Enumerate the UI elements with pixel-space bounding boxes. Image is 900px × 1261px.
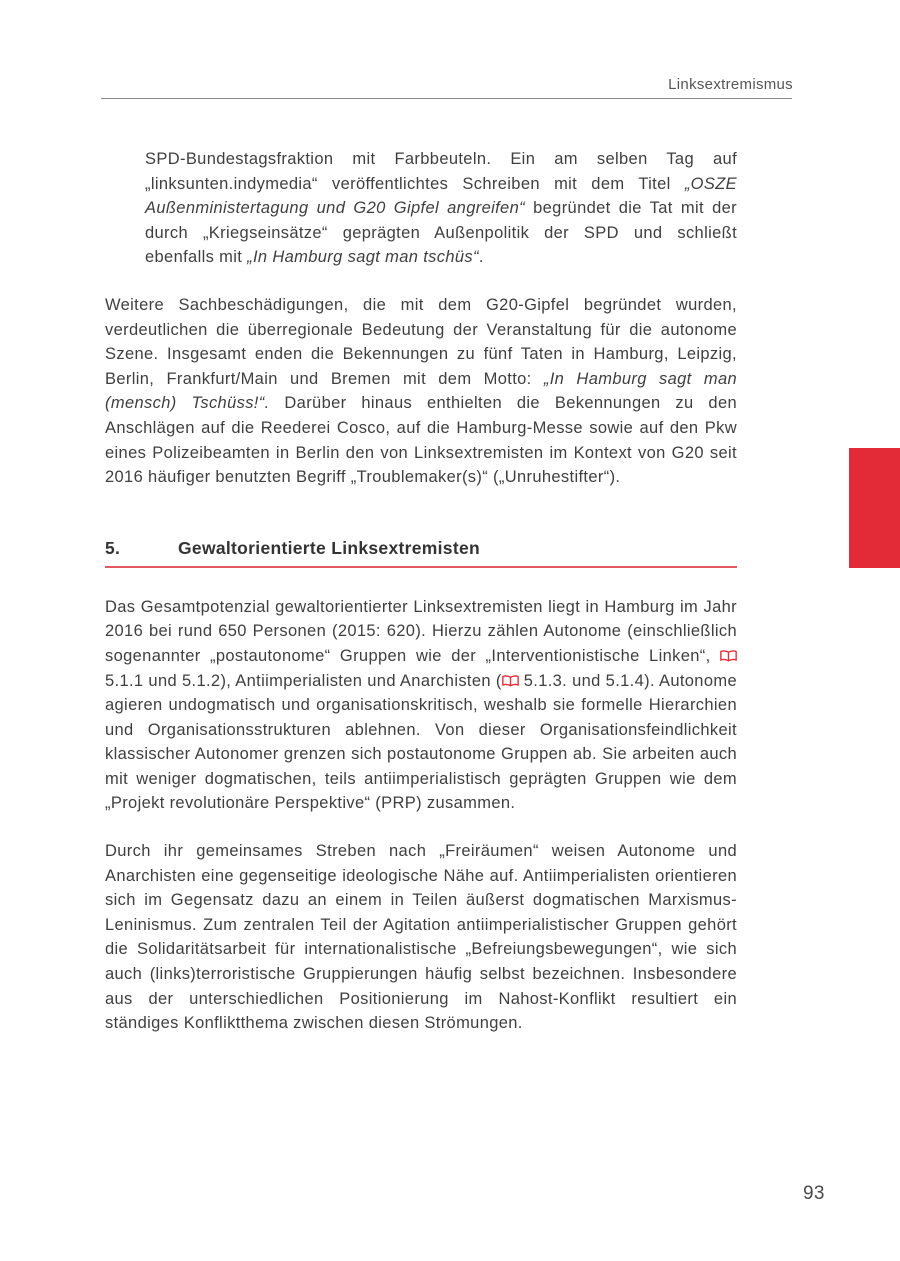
section-heading bbox=[105, 538, 737, 568]
paragraph bbox=[105, 839, 737, 1036]
text-run: 5.1.3. und 5.1.4). Autonome agieren undogmatisch und organisationskritisch, weshalb sie formelle Hierarchien und Organisationsstrukturen ablehnen. Von dieser Organisationsfeindlichkeit klassischer Autonomer grenzen sich postautonome Gruppen ab. Sie arbeiten auch mit weniger dogmatischen, teils antiimperialistisch geprägten Gruppen wie dem „Projekt revolutionäre Perspektive“ (PRP) zusammen. bbox=[105, 671, 737, 813]
book-icon bbox=[502, 675, 519, 687]
text-run: Darüber hinaus enthielten die Bekennungen zu den Anschlägen auf die Reederei Cosco, auf die Hamburg-Messe sowie auf den Pkw eines Polizeibeamten in Berlin den von Linksextremisten im Kontext von G20 seit 2016 häufiger benutzten Begriff „Troublemaker(s)“ („Unruhestifter“). bbox=[105, 394, 737, 487]
text-run: Das Gesamtpotenzial gewaltorientierter Linksextremisten liegt in Hamburg im Jahr 2016 bei rund 650 Personen (2015: 620). Hierzu zählen Autonome (einschließlich sogenannter „postautonome“ Gruppen wie der „Interventionistische Linken“, bbox=[105, 597, 737, 665]
page-number: 93 bbox=[803, 1183, 825, 1204]
text-run: . bbox=[478, 248, 484, 267]
paragraph-quote-block bbox=[145, 147, 737, 270]
header-rule bbox=[101, 98, 792, 99]
text-run: „In Hamburg sagt man (mensch) Tschüss!“. bbox=[105, 369, 737, 413]
section-title: Gewaltorientierte Linksextremisten bbox=[178, 537, 480, 558]
text-run: „OSZE Außenministertagung und G20 Gipfel angreifen“ bbox=[145, 174, 737, 218]
text-run: 5.1.1 und 5.1.2), Antiimperialisten und Anarchisten ( bbox=[105, 671, 502, 690]
section-number: 5. bbox=[105, 537, 121, 558]
body-column bbox=[105, 147, 737, 1059]
paragraph bbox=[105, 595, 737, 816]
chapter-thumb-tab bbox=[849, 448, 900, 568]
text-run: „In Hamburg sagt man tschüs“ bbox=[247, 248, 479, 267]
paragraph bbox=[105, 293, 737, 490]
text-run: Durch ihr gemeinsames Streben nach „Freiräumen“ weisen Autonome und Anarchisten eine gegenseitige ideologische Nähe auf. Antiimperialisten orientieren sich im Gegensatz dazu an einem in Teilen äußerst dogmatischen Marxismus-Leninismus. Zum zentralen Teil der Agitation antiimperialistischer Gruppen gehört die Solidaritätsarbeit für internationalistische „Befreiungsbewegungen“, wie sich auch (links)terroristische Gruppierungen häufig selbst bezeichnen. Insbesondere aus der unterschiedlichen Positionierung im Nahost-Konflikt resultiert ein ständiges Konfliktthema zwischen diesen Strömungen. bbox=[105, 842, 737, 1033]
text-run: SPD-Bundestagsfraktion mit Farbbeuteln. Ein am selben Tag auf „linksunten.indymedia“ veröffentlichtes Schreiben mit dem Titel bbox=[145, 150, 737, 193]
running-header: Linksextremismus bbox=[668, 76, 793, 93]
text-run: Weitere Sachbeschädigungen, die mit dem G20-Gipfel begründet wurden, verdeutlichen die überregionale Bedeutung der Veranstaltung für die autonome Szene. Insgesamt enden die Bekennungen zu fünf Taten in Hamburg, Leipzig, Berlin, Frankfurt/Main und Bremen mit dem Motto: bbox=[105, 295, 737, 388]
text-run: begründet die Tat mit der durch „Kriegseinsätze“ geprägten Außenpolitik der SPD und schließt ebenfalls mit bbox=[145, 199, 737, 267]
book-icon bbox=[720, 650, 737, 662]
